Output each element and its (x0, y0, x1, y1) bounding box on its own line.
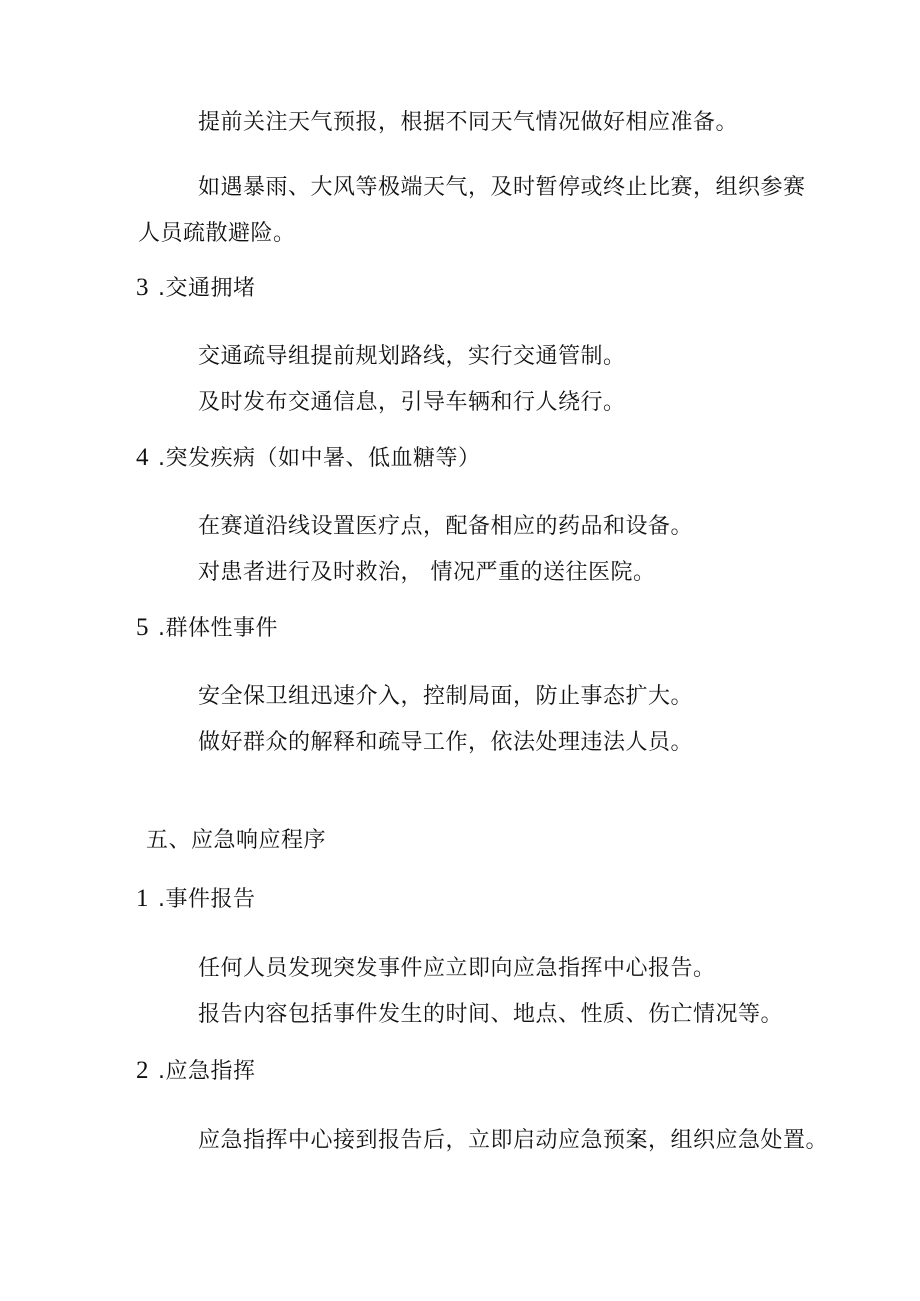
heading-sudden-illness (136, 443, 481, 474)
heading-mass-incident (136, 613, 278, 644)
paragraph-medical-points: 在赛道沿线设置医疗点，配备相应的药品和设备。 (198, 514, 694, 539)
heading-number: 2 (136, 1057, 149, 1084)
paragraph-security-intervention: 安全保卫组迅速介入，控制局面，防止事态扩大。 (198, 684, 694, 709)
paragraph-report-immediately: 任何人员发现突发事件应立即向应急指挥中心报告。 (198, 956, 716, 981)
heading-emergency-command (136, 1056, 256, 1087)
heading-text: .突发疾病（如中暑、低血糖等） (158, 446, 481, 471)
heading-text: .事件报告 (158, 887, 256, 912)
heading-traffic-congestion (136, 273, 256, 304)
paragraph-report-content: 报告内容包括事件发生的时间、地点、性质、伤亡情况等。 (198, 1002, 784, 1027)
heading-text: .交通拥堵 (158, 276, 256, 301)
heading-number: 1 (136, 885, 149, 912)
paragraph-treatment: 对患者进行及时救治， 情况严重的送往医院。 (198, 560, 656, 585)
heading-number: 4 (136, 444, 149, 471)
paragraph-extreme-weather: 如遇暴雨、大风等极端天气，及时暂停或终止比赛，组织参赛 (198, 175, 806, 200)
paragraph-traffic-info: 及时发布交通信息，引导车辆和行人绕行。 (198, 390, 626, 415)
paragraph-extreme-weather-cont: 人员疏散避险。 (138, 221, 296, 246)
heading-number: 3 (136, 274, 149, 301)
paragraph-activate-plan: 应急指挥中心接到报告后，立即启动应急预案，组织应急处置。 (198, 1128, 829, 1153)
section-title-emergency-response: 五、应急响应程序 (146, 828, 327, 853)
heading-number: 5 (136, 614, 149, 641)
paragraph-public-guidance: 做好群众的解释和疏导工作，依法处理违法人员。 (198, 730, 694, 755)
paragraph-traffic-plan: 交通疏导组提前规划路线，实行交通管制。 (198, 344, 626, 369)
heading-incident-report (136, 884, 256, 915)
heading-text: .群体性事件 (158, 616, 278, 641)
paragraph-weather-forecast: 提前关注天气预报，根据不同天气情况做好相应准备。 (198, 110, 739, 135)
heading-text: .应急指挥 (158, 1059, 256, 1084)
